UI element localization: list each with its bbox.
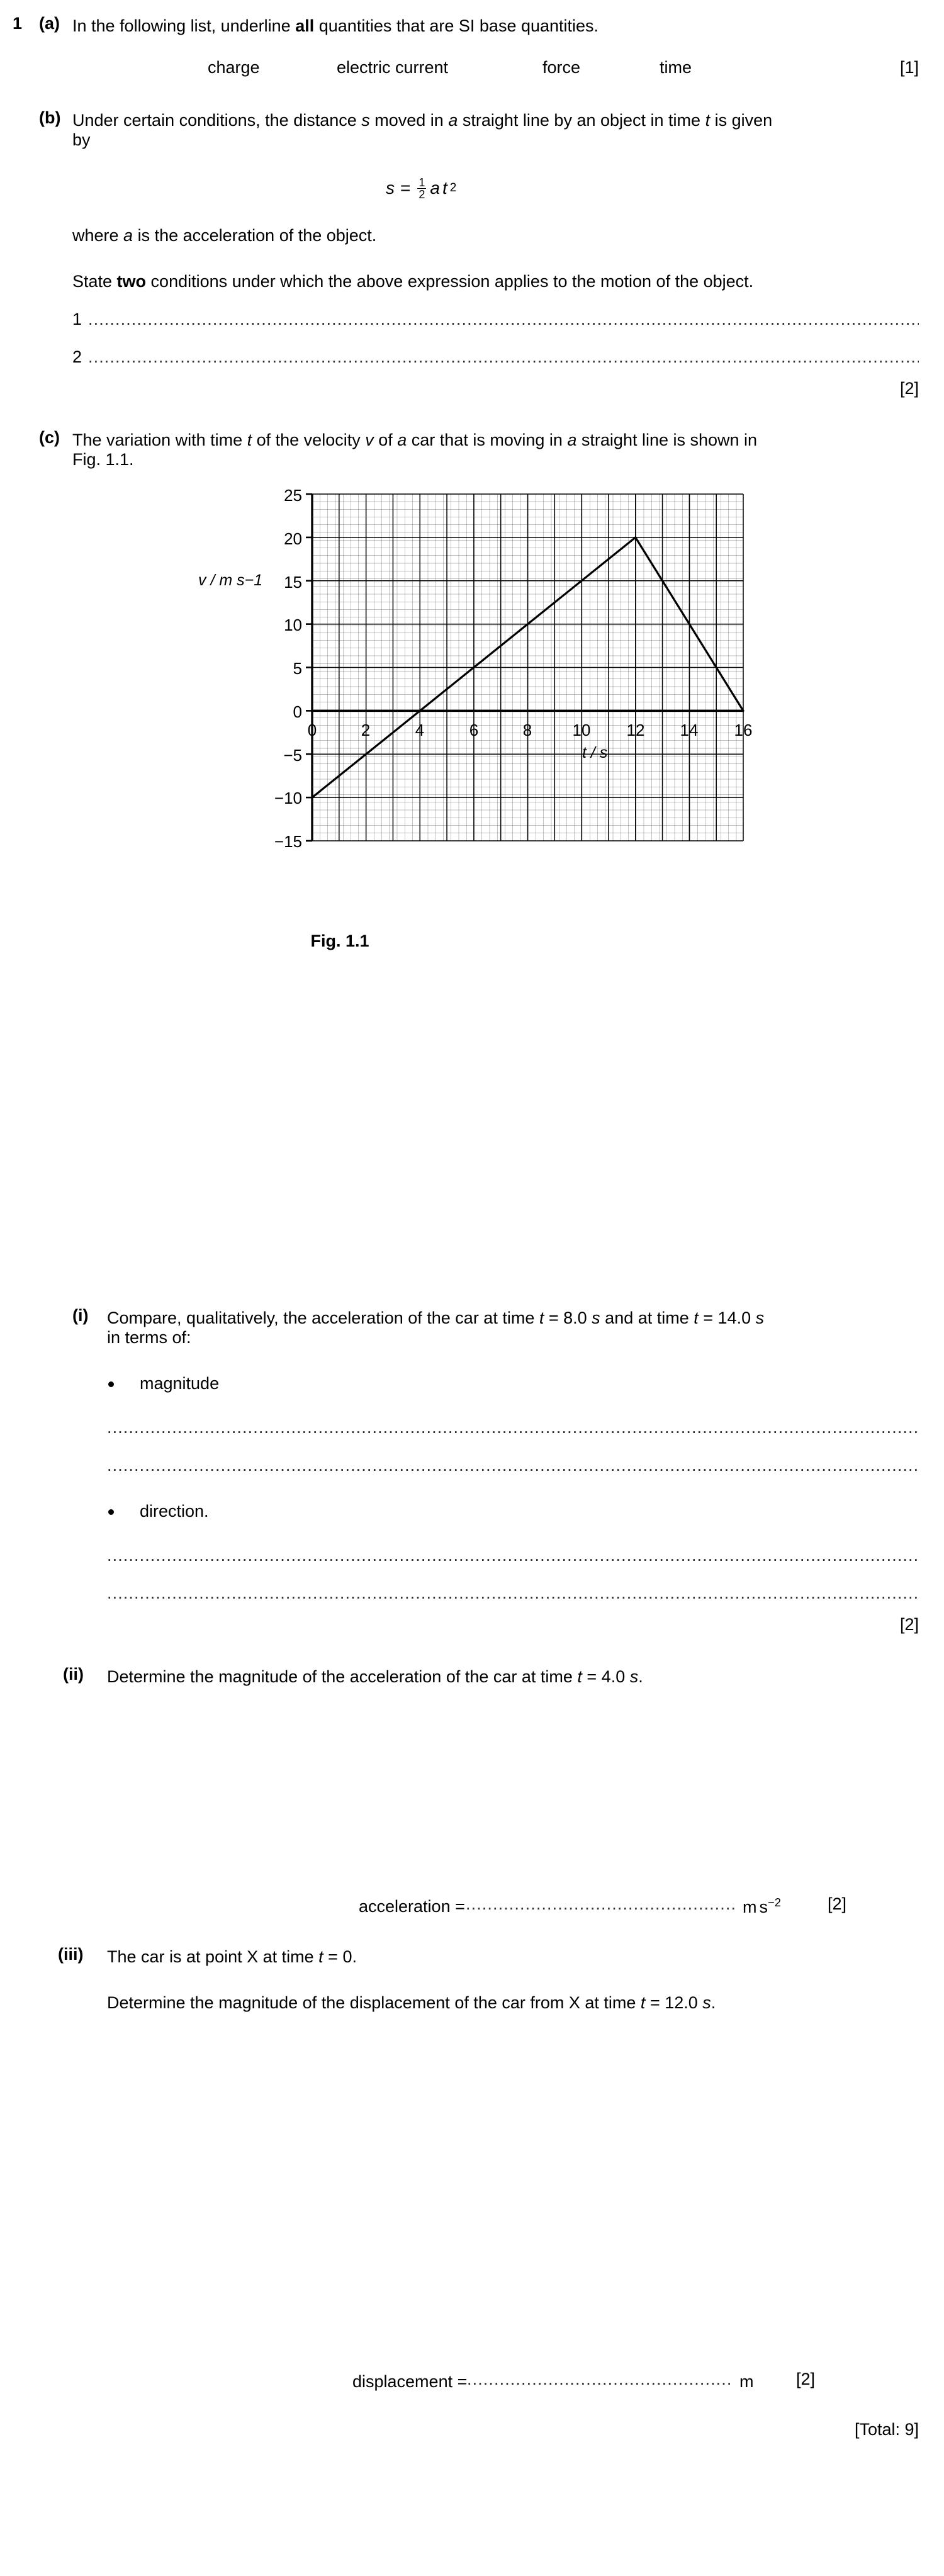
part-c-ii-text: Determine the magnitude of the acceleration of the car at time t = 4.0 s. (107, 1667, 643, 1686)
answer-line-direction-1[interactable] (107, 1546, 919, 1563)
part-c-i-label: (i) (72, 1306, 89, 1325)
part-b-line1 (72, 108, 922, 133)
answer-line-2-number: 2 (72, 347, 82, 366)
part-c-label: (c) (39, 428, 60, 447)
x-tick-2: 2 (361, 721, 371, 740)
x-tick-12: 12 (626, 721, 645, 740)
x-axis-label: t / s (582, 744, 608, 762)
y-tick-5: 5 (293, 659, 302, 678)
y-tick-10: 10 (284, 616, 302, 634)
part-a-marks: [1] (899, 58, 919, 77)
bullet-direction-label: direction. (140, 1502, 209, 1521)
formula-time-symbol: t (442, 177, 447, 198)
option-force[interactable]: force (542, 58, 581, 77)
x-tick-6: 6 (469, 721, 479, 740)
state-bold: two (116, 272, 147, 291)
part-a-text-after: quantities that are SI base quantities. (314, 16, 599, 35)
answer-line-1[interactable] (88, 310, 919, 327)
part-b-state-text (72, 269, 922, 294)
question-number: 1 (13, 14, 23, 33)
part-a-text-before: In the following list, underline (72, 16, 296, 35)
velocity-time-graph (189, 478, 755, 881)
unit-exponent: −2 (768, 1896, 781, 1909)
part-c-line2: Fig. 1.1. (72, 450, 134, 469)
answer-line-direction-2[interactable] (107, 1583, 919, 1601)
part-c-ii-label: (ii) (63, 1665, 84, 1684)
part-a-label: (a) (39, 14, 60, 33)
acceleration-answer-unit (743, 1894, 781, 1920)
unit-second: s (759, 1898, 768, 1916)
y-tick-25: 25 (284, 486, 302, 505)
part-c-line1: The variation with time t of the velocity v of a car that is moving in a straight line is shown in (72, 430, 758, 449)
displacement-answer-label: displacement = (352, 2372, 468, 2391)
part-c-iii-line2: Determine the magnitude of the displacement of the car from X at time t = 12.0 s. (107, 1993, 716, 2012)
formula-equals: = (400, 177, 411, 198)
part-a-bold-word: all (295, 16, 315, 35)
formula-numerator: 1 (419, 176, 425, 189)
part-c-ii-marks: [2] (827, 1894, 846, 1913)
x-tick-10: 10 (572, 721, 591, 740)
state-after: conditions under which the above expression applies to the motion of the object. (146, 272, 754, 291)
si-quantity-options (0, 58, 944, 79)
part-c-iii-line1: The car is at point X at time t = 0. (107, 1947, 357, 1966)
state-before: State (72, 272, 117, 291)
part-c-iii-marks: [2] (795, 2370, 815, 2388)
y-tick-minus5: −5 (283, 746, 302, 765)
answer-line-magnitude-1[interactable] (107, 1418, 919, 1436)
part-c-i-line2: in terms of: (107, 1328, 191, 1347)
answer-line-2[interactable] (88, 347, 919, 365)
option-charge[interactable]: charge (208, 58, 260, 77)
part-a-text (72, 14, 916, 38)
bullet-direction-dot (108, 1509, 114, 1515)
y-tick-15: 15 (284, 573, 302, 592)
x-tick-4: 4 (415, 721, 425, 740)
formula-displacement (386, 176, 456, 200)
part-c-iii-label: (iii) (58, 1945, 84, 1964)
total-marks: [Total: 9] (854, 2420, 919, 2439)
acceleration-answer-blank[interactable] (466, 1894, 736, 1912)
part-b-line1-text: Under certain conditions, the distance s moved in a straight line by an object in time t is given (72, 111, 773, 130)
x-tick-14: 14 (680, 721, 699, 740)
part-b-where-text: where a is the acceleration of the object. (72, 226, 377, 245)
y-tick-20: 20 (284, 529, 302, 548)
option-time[interactable]: time (660, 58, 692, 77)
acceleration-answer-label: acceleration = (359, 1897, 465, 1916)
part-b-label: (b) (39, 108, 61, 127)
formula-acceleration-symbol: a (430, 177, 440, 198)
part-b-line2: by (72, 130, 91, 149)
x-tick-16: 16 (734, 721, 753, 740)
formula-half-fraction (417, 177, 426, 200)
formula-denominator: 2 (419, 188, 425, 201)
y-tick-minus15: −15 (274, 832, 302, 851)
y-tick-0: 0 (293, 702, 302, 721)
displacement-answer-blank[interactable] (467, 2370, 731, 2387)
unit-metre: m (743, 1898, 757, 1916)
y-axis-label (198, 571, 262, 590)
formula-exponent: 2 (449, 181, 457, 194)
x-tick-8: 8 (522, 721, 532, 740)
x-tick-0: 0 (307, 721, 317, 740)
figure-caption: Fig. 1.1 (310, 931, 369, 950)
answer-line-1-number: 1 (72, 310, 82, 329)
part-c-i-marks: [2] (899, 1615, 919, 1634)
y-tick-minus10: −10 (274, 789, 302, 807)
displacement-answer-unit: m (739, 2372, 754, 2391)
part-c-i-line1: Compare, qualitatively, the acceleration of the car at time t = 8.0 s and at time t = 14.0 s (107, 1308, 765, 1327)
part-b-marks: [2] (899, 379, 919, 398)
y-axis-label-text: v / m s−1 (198, 571, 263, 589)
answer-line-magnitude-2[interactable] (107, 1456, 919, 1473)
bullet-magnitude-dot (108, 1381, 114, 1387)
bullet-magnitude-label: magnitude (140, 1374, 220, 1393)
option-electric-current[interactable]: electric current (337, 58, 449, 77)
formula-lhs: s (386, 177, 395, 198)
